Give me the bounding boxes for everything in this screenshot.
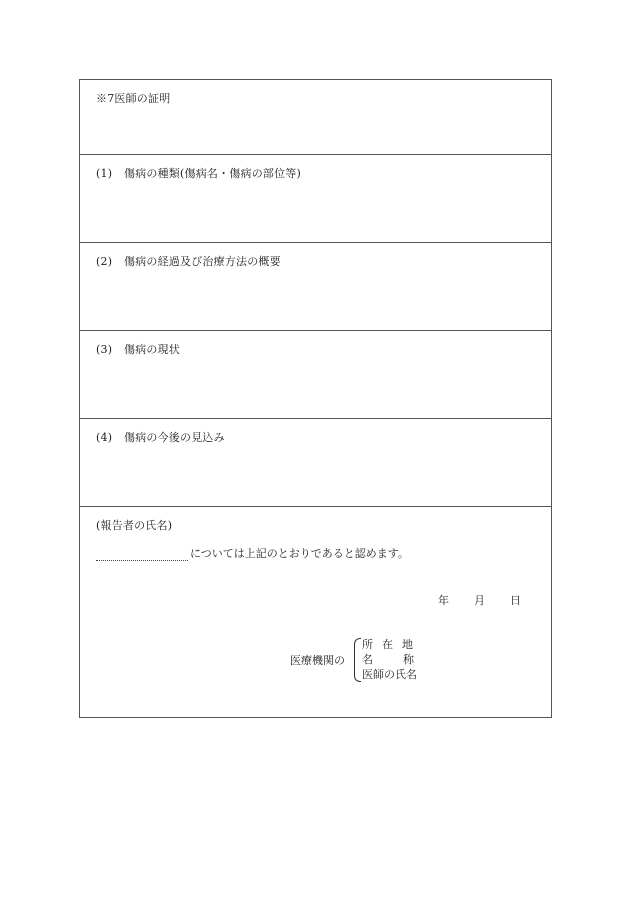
section-label: 傷病の現状 xyxy=(124,343,180,356)
section-label: 傷病の種類(傷病名・傷病の部位等) xyxy=(124,167,301,180)
section-label: 傷病の経過及び治療方法の概要 xyxy=(124,255,281,268)
date-year-label: 年 xyxy=(438,594,449,607)
section-injury-current-status[interactable] xyxy=(80,331,551,419)
section-injury-prognosis[interactable] xyxy=(80,419,551,507)
date-line xyxy=(438,592,521,608)
doctor-name-label: 医師の氏名 xyxy=(362,668,417,681)
institution-name-label: 名称 xyxy=(362,653,444,666)
section-injury-type[interactable] xyxy=(80,155,551,243)
date-month-label: 月 xyxy=(474,594,485,607)
doctor-certificate-header-row xyxy=(80,80,551,155)
section-number: (1) xyxy=(96,167,113,180)
certification-text: については上記のとおりであると認めます。 xyxy=(190,547,409,560)
date-day-label: 日 xyxy=(510,594,521,607)
section-label: 傷病の今後の見込み xyxy=(124,431,225,444)
institution-label: 医療機関の xyxy=(290,654,345,667)
institution-fields xyxy=(362,637,444,682)
section-injury-course-treatment[interactable] xyxy=(80,243,551,331)
doctor-certificate-title: ※7医師の証明 xyxy=(96,92,171,105)
section-number: (2) xyxy=(96,255,113,268)
certification-line xyxy=(96,545,409,561)
reporter-name-label: (報告者の氏名) xyxy=(96,519,173,532)
reporter-name-field[interactable] xyxy=(96,548,188,561)
reporter-section xyxy=(80,507,551,717)
left-brace xyxy=(354,638,361,682)
institution-location-label: 所在地 xyxy=(362,638,422,651)
doctor-certificate-form xyxy=(79,79,552,718)
section-number: (4) xyxy=(96,431,113,444)
section-number: (3) xyxy=(96,343,113,356)
